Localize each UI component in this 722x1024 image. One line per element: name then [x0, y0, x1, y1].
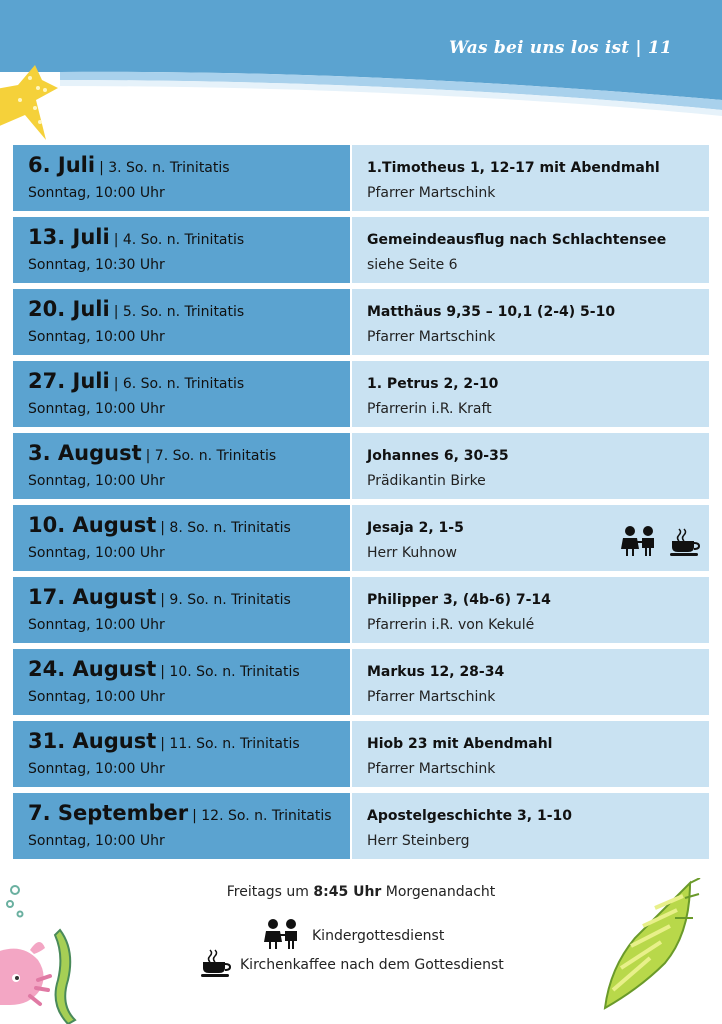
service-person: Herr Steinberg — [367, 833, 470, 849]
service-person: Herr Kuhnow — [367, 545, 457, 561]
service-person: Prädikantin Birke — [367, 473, 486, 489]
service-time: Sonntag, 10:00 Uhr — [28, 401, 165, 417]
service-date: 13. Juli — [28, 225, 110, 249]
service-details-cell — [352, 145, 709, 211]
service-time: Sonntag, 10:00 Uhr — [28, 545, 165, 561]
service-sunday: | 3. So. n. Trinitatis — [99, 160, 230, 176]
service-time: Sonntag, 10:00 Uhr — [28, 617, 165, 633]
service-text: Jesaja 2, 1-5 — [367, 520, 464, 536]
service-date: 31. August — [28, 729, 157, 753]
service-date-cell — [13, 577, 350, 643]
service-sunday: | 6. So. n. Trinitatis — [113, 376, 245, 392]
service-date-cell — [13, 433, 350, 499]
service-time: Sonntag, 10:00 Uhr — [28, 185, 165, 201]
service-row — [13, 217, 709, 283]
service-person: Pfarrer Martschink — [367, 185, 496, 201]
service-text: Gemeindeausflug nach Schlachtensee — [367, 232, 667, 248]
service-sunday: | 8. So. n. Trinitatis — [160, 520, 291, 536]
service-date: 3. August — [28, 441, 142, 465]
children-icon — [619, 525, 661, 561]
service-time: Sonntag, 10:00 Uhr — [28, 833, 165, 849]
service-date: 6. Juli — [28, 153, 96, 177]
service-date: 10. August — [28, 513, 157, 537]
coffee-icon — [669, 527, 701, 561]
service-text: Apostelgeschichte 3, 1-10 — [367, 808, 573, 824]
service-row — [13, 145, 709, 211]
service-row — [13, 505, 709, 571]
service-date-cell — [13, 721, 350, 787]
service-person: Pfarrer Martschink — [367, 761, 496, 777]
service-text: 1.Timotheus 1, 12-17 mit Abendmahl — [367, 160, 660, 176]
service-person: Pfarrer Martschink — [367, 689, 496, 705]
service-sunday: | 11. So. n. Trinitatis — [160, 736, 300, 752]
coffee-icon — [200, 948, 232, 982]
service-details-cell — [352, 361, 709, 427]
service-time: Sonntag, 10:00 Uhr — [28, 329, 165, 345]
page-title: Was bei uns los ist | 11 — [448, 38, 672, 58]
service-date: 17. August — [28, 585, 157, 609]
service-sunday: | 5. So. n. Trinitatis — [113, 304, 245, 320]
service-details-cell — [352, 433, 709, 499]
service-date-cell — [13, 649, 350, 715]
service-row — [13, 289, 709, 355]
crab-seaweed-decoration — [0, 880, 90, 1024]
service-row — [13, 649, 709, 715]
service-text: Philipper 3, (4b-6) 7-14 — [367, 592, 551, 608]
service-person: Pfarrer Martschink — [367, 329, 496, 345]
service-date: 7. September — [28, 801, 189, 825]
legend-children: Kindergottesdienst — [262, 918, 444, 954]
service-date-cell — [13, 217, 350, 283]
service-date-cell — [13, 793, 350, 859]
service-details-cell — [352, 217, 709, 283]
service-person: Pfarrerin i.R. Kraft — [367, 401, 492, 417]
service-text: Johannes 6, 30-35 — [367, 448, 509, 464]
service-date-cell — [13, 289, 350, 355]
service-details-cell — [352, 577, 709, 643]
service-details-cell — [352, 721, 709, 787]
service-details-cell — [352, 505, 709, 571]
service-text: Markus 12, 28-34 — [367, 664, 505, 680]
service-date-cell — [13, 361, 350, 427]
service-time: Sonntag, 10:30 Uhr — [28, 257, 165, 273]
service-date: 27. Juli — [28, 369, 110, 393]
service-date-cell — [13, 505, 350, 571]
service-sunday: | 12. So. n. Trinitatis — [192, 808, 332, 824]
service-date: 20. Juli — [28, 297, 110, 321]
service-sunday: | 10. So. n. Trinitatis — [160, 664, 300, 680]
row-icons — [619, 525, 701, 561]
service-row — [13, 721, 709, 787]
service-sunday: | 7. So. n. Trinitatis — [145, 448, 277, 464]
header-wave — [0, 0, 722, 150]
page-header — [0, 0, 722, 150]
service-time: Sonntag, 10:00 Uhr — [28, 473, 165, 489]
starfish-icon — [0, 60, 60, 150]
service-person: Pfarrerin i.R. von Kekulé — [367, 617, 535, 633]
service-time: Sonntag, 10:00 Uhr — [28, 689, 165, 705]
morning-prayer-note: Freitags um 8:45 Uhr Morgenandacht — [226, 884, 496, 900]
service-row — [13, 793, 709, 859]
service-date: 24. August — [28, 657, 157, 681]
service-text: 1. Petrus 2, 2-10 — [367, 376, 499, 392]
service-details-cell — [352, 289, 709, 355]
service-time: Sonntag, 10:00 Uhr — [28, 761, 165, 777]
service-details-cell — [352, 649, 709, 715]
service-row — [13, 361, 709, 427]
service-row — [13, 577, 709, 643]
service-date-cell — [13, 145, 350, 211]
shell-decoration — [595, 878, 705, 1018]
service-sunday: | 4. So. n. Trinitatis — [113, 232, 245, 248]
service-details-cell — [352, 793, 709, 859]
service-sunday: | 9. So. n. Trinitatis — [160, 592, 291, 608]
service-text: Matthäus 9,35 – 10,1 (2-4) 5-10 — [367, 304, 616, 320]
service-text: Hiob 23 mit Abendmahl — [367, 736, 553, 752]
service-row — [13, 433, 709, 499]
legend-coffee: Kirchenkaffee nach dem Gottesdienst — [200, 948, 504, 982]
service-person: siehe Seite 6 — [367, 257, 458, 273]
